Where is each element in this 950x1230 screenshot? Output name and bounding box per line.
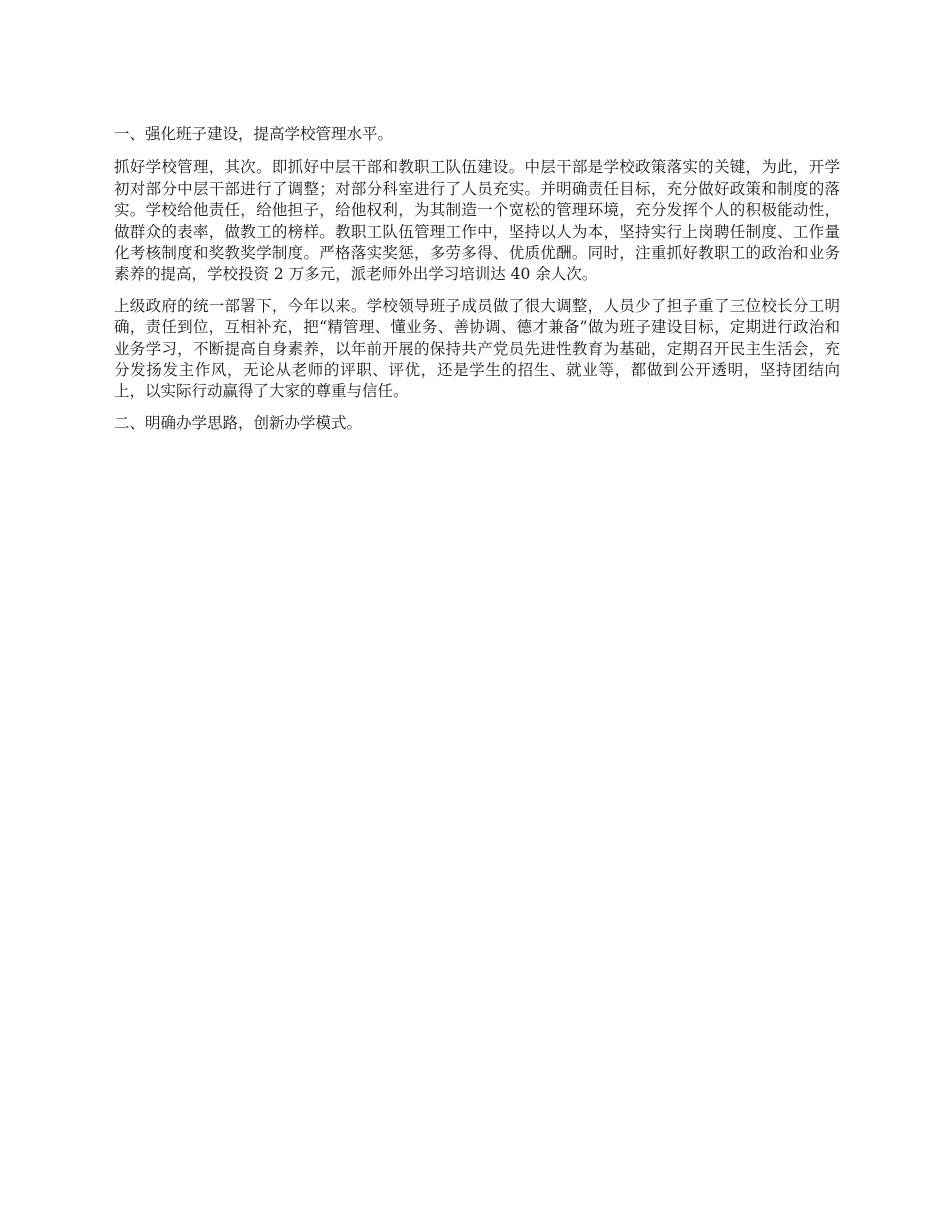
section-heading-1: 一、强化班子建设，提高学校管理水平。 bbox=[114, 125, 394, 143]
document-body bbox=[114, 124, 840, 446]
section-heading-2: 二、明确办学思路，创新办学模式。 bbox=[114, 413, 363, 432]
body-paragraph-2: 上级政府的统一部署下，今年以来。学校领导班子成员做了很大调整，人员少了担子重了三位校长分工明确，责任到位，互相补充，把“精管理、懂业务、善协调、德才兼备”做为班子建设目标，定期进行政治和业务学习，不断提高自身素养，以年前开展的保持共产党员先进性教育为基础，定期召开民主生活会，充分发扬发主作风，无论从老师的评职、评优，还是学生的招生、就业等，都做到公开透明，坚持团结向上，以实际行动赢得了大家的尊重与信任。 bbox=[114, 296, 840, 401]
body-paragraph-1: 抓好学校管理，其次。即抓好中层干部和教职工队伍建设。中层干部是学校政策落实的关键，为此，开学初对部分中层干部进行了调整；对部分科室进行了人员充实。并明确责任目标，充分做好政策和制度的落实。学校给他责任，给他担子，给他权利，为其制造一个宽松的管理环境，充分发挥个人的积极能动性，做群众的表率，做教工的榜样。教职工队伍管理工作中，坚持以人为本，坚持实行上岗聘任制度、工作量化考核制度和奖教奖学制度。严格落实奖惩，多劳多得、优质优酬。同时，注重抓好教职工的政治和业务素养的提高，学校投资 2 万多元，派老师外出学习培训达 40 余人次。 bbox=[114, 158, 840, 284]
